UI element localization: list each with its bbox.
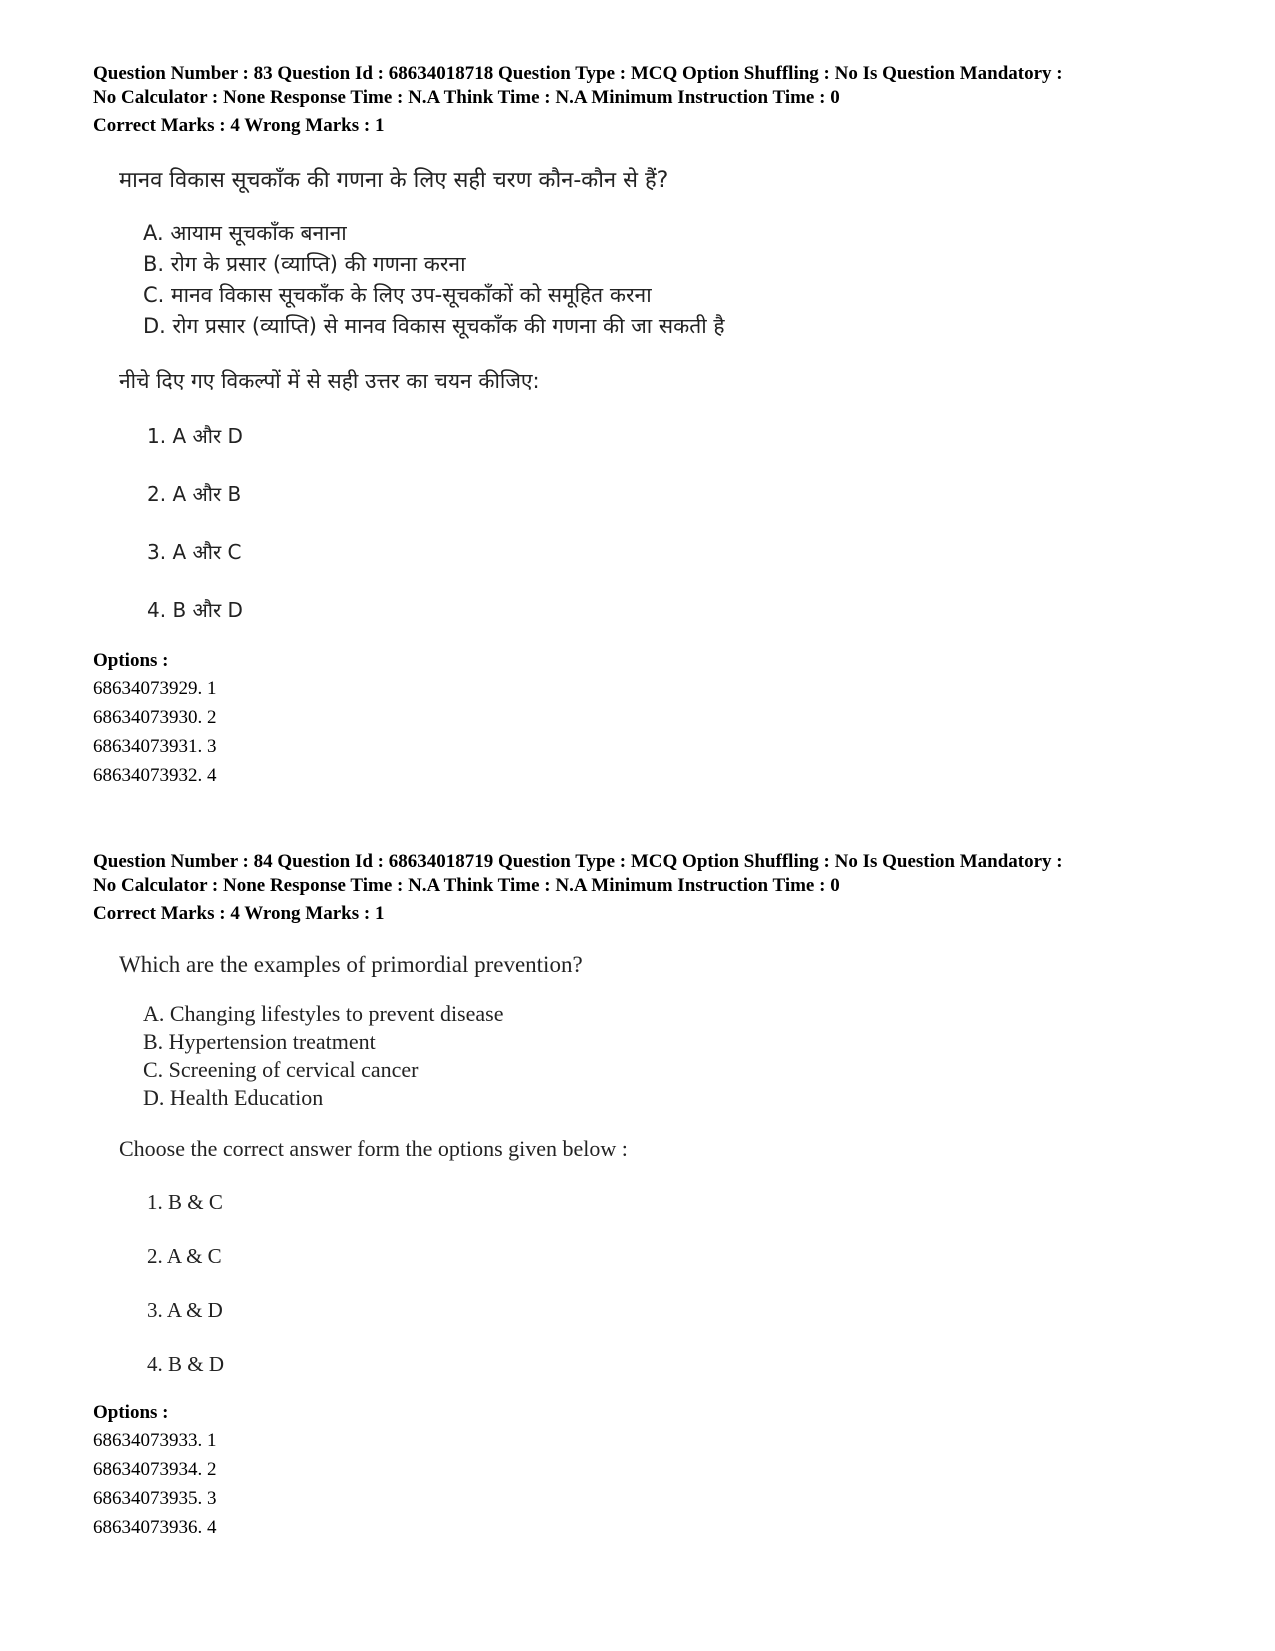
answer-item: 4. B & D	[147, 1352, 225, 1376]
question-marks: Correct Marks : 4 Wrong Marks : 1	[93, 115, 385, 136]
statement-item: A. Changing lifestyles to prevent disease	[143, 1001, 504, 1026]
statement-item: D. रोग प्रसार (व्याप्ति) से मानव विकास सूचकाँक की गणना की जा सकती है	[143, 314, 725, 338]
choose-instruction: नीचे दिए गए विकल्पों में से सही उत्तर का चयन कीजिए:	[119, 369, 540, 393]
options-label: Options :	[93, 1402, 169, 1423]
question-content	[119, 166, 1203, 624]
statement-item: B. Hypertension treatment	[143, 1029, 376, 1054]
statement-item: A. आयाम सूचकाँक बनाना	[143, 221, 347, 245]
question-meta-line-1: Question Number : 83 Question Id : 68634018718 Question Type : MCQ Option Shuffling : No Is Question Mandatory :	[93, 63, 1063, 84]
option-item: 68634073932. 4	[93, 765, 217, 786]
statement-item: B. रोग के प्रसार (व्याप्ति) की गणना करना	[143, 252, 466, 276]
question-content	[119, 950, 1203, 1378]
question-block-83	[93, 62, 1203, 790]
statement-list	[143, 218, 1203, 342]
options-label: Options :	[93, 650, 169, 671]
answer-item: 3. A & D	[147, 1298, 223, 1322]
option-item: 68634073930. 2	[93, 707, 217, 728]
answer-item: 2. A और B	[147, 482, 242, 506]
question-block-84	[93, 850, 1203, 1542]
answer-item: 1. B & C	[147, 1190, 223, 1214]
answer-list	[147, 1188, 1203, 1378]
option-item: 68634073933. 1	[93, 1430, 217, 1451]
answer-item: 2. A & C	[147, 1244, 222, 1268]
answer-item: 1. A और D	[147, 424, 243, 448]
answer-list	[147, 422, 1203, 624]
statement-list	[143, 1000, 1203, 1112]
question-meta-line-2: No Calculator : None Response Time : N.A Think Time : N.A Minimum Instruction Time : 0	[93, 875, 840, 896]
question-marks: Correct Marks : 4 Wrong Marks : 1	[93, 903, 385, 924]
option-item: 68634073929. 1	[93, 678, 217, 699]
statement-item: D. Health Education	[143, 1085, 324, 1110]
options-list	[93, 674, 1203, 790]
answer-item: 4. B और D	[147, 598, 243, 622]
option-item: 68634073935. 3	[93, 1488, 217, 1509]
question-text: मानव विकास सूचकाँक की गणना के लिए सही चरण कौन-कौन से हैं?	[119, 168, 669, 193]
choose-instruction: Choose the correct answer form the options given below :	[119, 1136, 628, 1161]
question-meta-line-1: Question Number : 84 Question Id : 68634018719 Question Type : MCQ Option Shuffling : No Is Question Mandatory :	[93, 851, 1063, 872]
statement-item: C. Screening of cervical cancer	[143, 1057, 419, 1082]
question-text: Which are the examples of primordial prevention?	[119, 952, 583, 977]
option-item: 68634073936. 4	[93, 1517, 217, 1538]
option-item: 68634073934. 2	[93, 1459, 217, 1480]
options-list	[93, 1426, 1203, 1542]
answer-item: 3. A और C	[147, 540, 242, 564]
statement-item: C. मानव विकास सूचकाँक के लिए उप-सूचकाँकों को समूहित करना	[143, 283, 652, 307]
question-meta-line-2: No Calculator : None Response Time : N.A Think Time : N.A Minimum Instruction Time : 0	[93, 87, 840, 108]
option-item: 68634073931. 3	[93, 736, 217, 757]
